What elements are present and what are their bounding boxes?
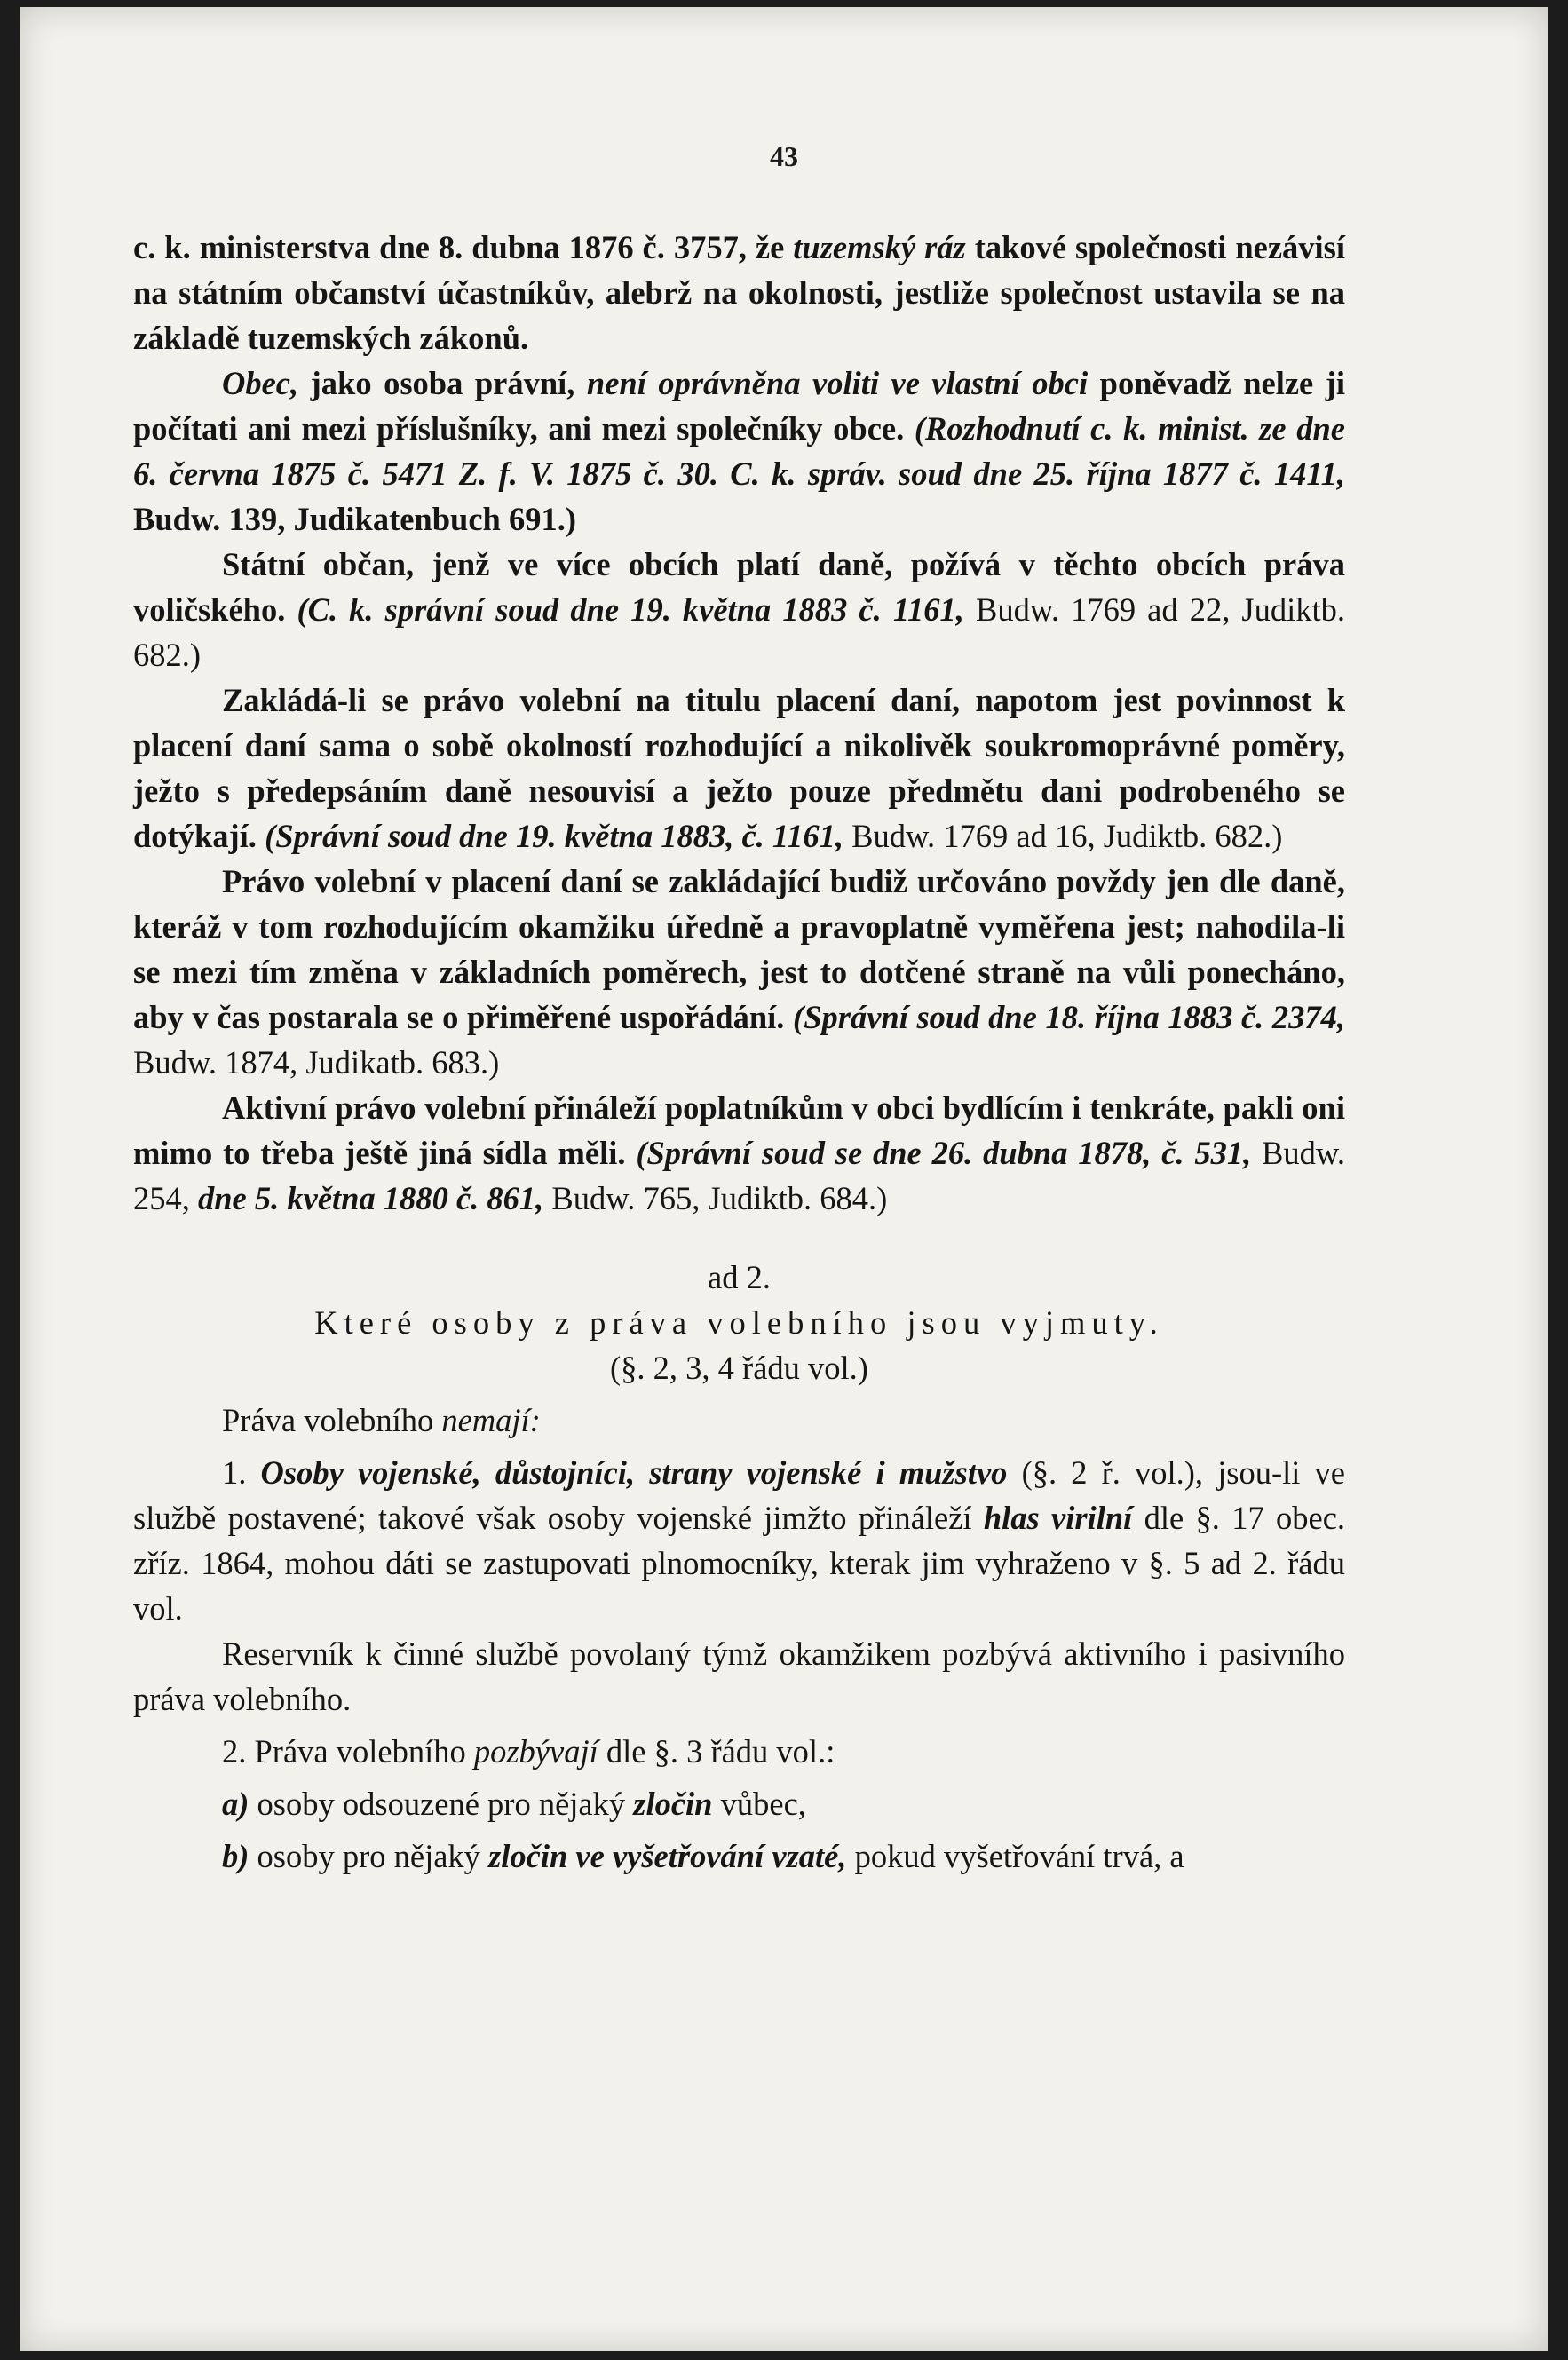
scanned-page bbox=[20, 7, 1548, 2351]
paragraph-10: 2. Práva volebního pozbývají dle §. 3 řádu vol.: bbox=[222, 1733, 835, 1770]
paragraph-11: a) osoby odsouzené pro nějaký zločin vůbec, bbox=[222, 1786, 806, 1822]
section-label: ad 2. bbox=[708, 1259, 771, 1295]
paragraph-4: Zakládá-li se právo volební na titulu placení daní, napotom jest povinnost k placení daní sama o sobě okolností rozhodující a nikolivěk soukromoprávné poměry, ježto s předepsáním daně nesouvisí a ježto pouze předmětu dani podrobeného se dotýkají. (Správní soud dne 19. května 1883, č. 1161, Budw. 1769 ad 16, Judiktb. 682.) bbox=[133, 682, 1345, 854]
paragraph-9: Reservník k činné službě povolaný týmž okamžikem pozbývá aktivního i pasivního práva volebního. bbox=[133, 1635, 1345, 1717]
paragraph-8: 1. Osoby vojenské, důstojníci, strany vojenské i mužstvo (§. 2 ř. vol.), jsou-li ve službě postavené; takové však osoby vojenské jimžto přináleží hlas virilní dle §. 17 obec. zříz. 1864, mohou dáti se zastupovati plnomocníky, kterak jim vyhraženo v §. 5 ad 2. řádu vol. bbox=[133, 1454, 1346, 1627]
page-number: 43 bbox=[770, 140, 798, 172]
section-title: Které osoby z práva volebního jsou vyjmuty. bbox=[314, 1304, 1164, 1341]
paragraph-6: Aktivní právo volební přináleží poplatníkům v obci bydlícím i tenkráte, pakli oni mimo to třeba ještě jiná sídla měli. (Správní soud se dne 26. dubna 1878, č. 531, Budw. 254, dne 5. května 1880 č. 861, Budw. 765, Judiktb. 684.) bbox=[133, 1089, 1345, 1216]
paragraph-5: Právo volební v placení daní se zakládající budiž určováno povždy jen dle daně, kteráž v tom rozhodujícím okamžiku úředně a pravoplatně vyměřena jest; nahodila-li se mezi tím změna v základních poměrech, jest to dotčené straně na vůli ponecháno, aby v čas postarala se o přiměřené uspořádání. (Správní soud dne 18. října 1883 č. 2374, Budw. 1874, Judikatb. 683.) bbox=[133, 863, 1346, 1081]
paragraph-1: c. k. ministerstva dne 8. dubna 1876 č. 3757, že tuzemský ráz takové společnosti nezávisí na státním občanství účastníkův, alebrž na okolnosti, jestliže společnost ustavila se na základě tuzemských zákonů. bbox=[133, 229, 1346, 356]
paragraph-12: b) osoby pro nějaký zločin ve vyšetřování vzaté, pokud vyšetřování trvá, a bbox=[222, 1838, 1184, 1874]
paragraph-2: Obec, jako osoba právní, není oprávněna voliti ve vlastní obci poněvadž nelze ji počítati ani mezi příslušníky, ani mezi společníky obce. (Rozhodnutí c. k. minist. ze dne 6. června 1875 č. 5471 Z. f. V. 1875 č. 30. C. k. správ. soud dne 25. října 1877 č. 1411, Budw. 139, Judikatenbuch 691.) bbox=[133, 365, 1346, 537]
body-text bbox=[133, 225, 1345, 1879]
paragraph-7: Práva volebního nemají: bbox=[222, 1402, 541, 1438]
paragraph-3: Státní občan, jenž ve více obcích platí daně, požívá v těchto obcích práva voličského. (C. k. správní soud dne 19. května 1883 č. 1161, Budw. 1769 ad 22, Judiktb. 682.) bbox=[133, 546, 1346, 673]
section-reference: (§. 2, 3, 4 řádu vol.) bbox=[610, 1350, 868, 1386]
